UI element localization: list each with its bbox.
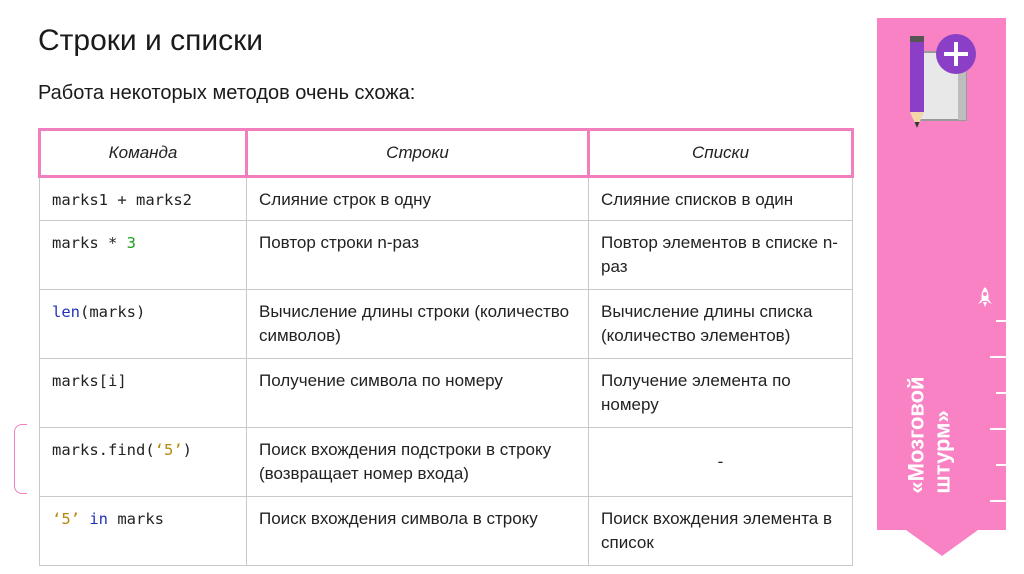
table-row bbox=[40, 497, 853, 566]
command-cell: len(marks) bbox=[40, 290, 247, 359]
header-strings: Строки bbox=[247, 130, 589, 177]
command-cell: marks * 3 bbox=[40, 221, 247, 290]
bracket-decoration bbox=[14, 424, 27, 494]
lists-cell: Поиск вхождения элемента в список bbox=[589, 497, 853, 566]
strings-cell: Вычисление длины строки (количество символов) bbox=[247, 290, 589, 359]
lists-cell: Получение элемента по номеру bbox=[589, 359, 853, 428]
command-cell: marks1 + marks2 bbox=[40, 177, 247, 221]
strings-cell: Повтор строки n-раз bbox=[247, 221, 589, 290]
command-cell: ‘5’ in marks bbox=[40, 497, 247, 566]
header-command: Команда bbox=[40, 130, 247, 177]
sidebar-label: «Мозговой штурм» bbox=[904, 376, 955, 494]
lists-cell: - bbox=[589, 428, 853, 497]
comparison-table bbox=[38, 128, 854, 566]
sidebar-arrow-tip bbox=[906, 530, 978, 556]
lists-cell: Повтор элементов в списке n-раз bbox=[589, 221, 853, 290]
table-row bbox=[40, 290, 853, 359]
page-title: Строки и списки bbox=[38, 24, 263, 57]
lists-cell: Слияние списков в один bbox=[589, 177, 853, 221]
table-row bbox=[40, 428, 853, 497]
table-row bbox=[40, 177, 853, 221]
command-cell: marks[i] bbox=[40, 359, 247, 428]
strings-cell: Получение символа по номеру bbox=[247, 359, 589, 428]
rocket-icon bbox=[976, 286, 994, 308]
header-lists: Списки bbox=[589, 130, 853, 177]
lists-cell: Вычисление длины списка (количество элементов) bbox=[589, 290, 853, 359]
strings-cell: Слияние строк в одну bbox=[247, 177, 589, 221]
table-row bbox=[40, 221, 853, 290]
strings-cell: Поиск вхождения подстроки в строку (возвращает номер входа) bbox=[247, 428, 589, 497]
table-row bbox=[40, 359, 853, 428]
strings-cell: Поиск вхождения символа в строку bbox=[247, 497, 589, 566]
notebook-pencil-plus-icon bbox=[900, 32, 980, 130]
ruler-ticks bbox=[990, 320, 1006, 520]
command-cell: marks.find(‘5’) bbox=[40, 428, 247, 497]
table-header-row bbox=[40, 130, 853, 177]
page-subtitle: Работа некоторых методов очень схожа: bbox=[38, 82, 416, 104]
